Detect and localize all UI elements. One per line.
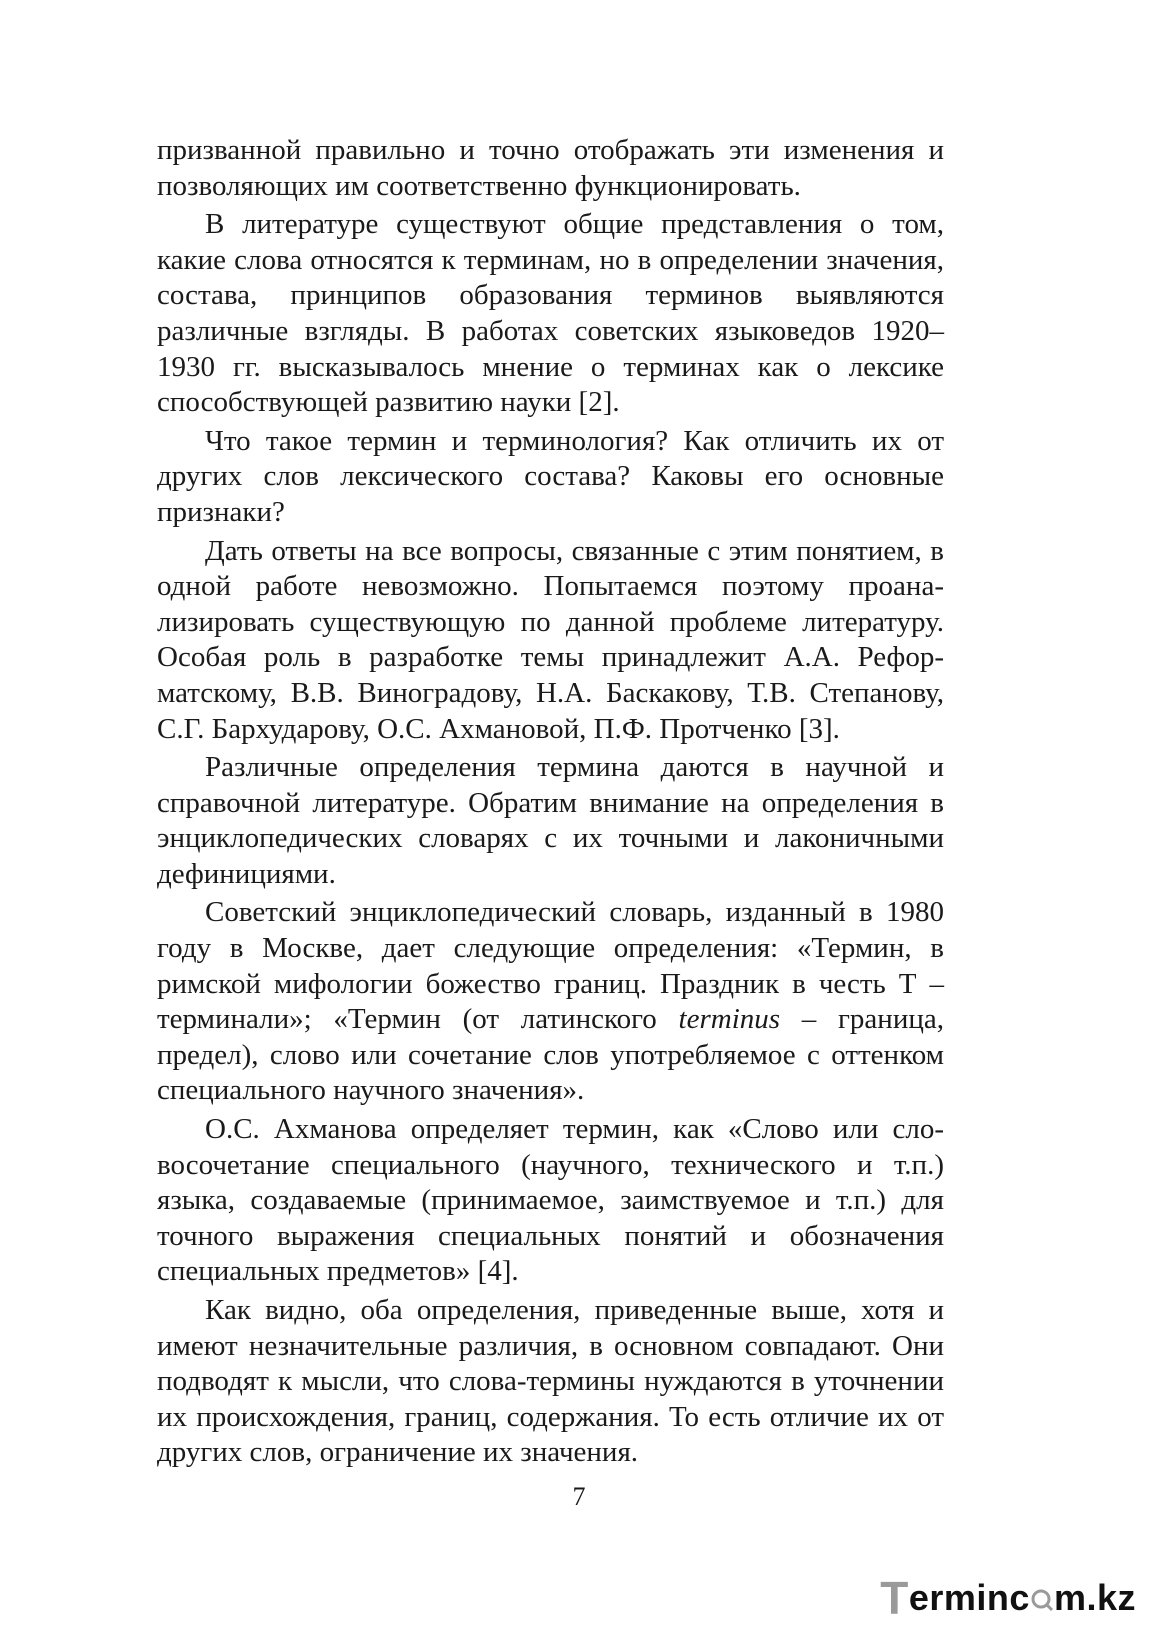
latin-term: terminus — [678, 1003, 781, 1036]
page-number: 7 — [572, 1482, 586, 1511]
paragraph: Как видно, оба определения, приведенные выше, хотя и имеют незначительные различия, в основном совпадают. Они подводят к мысли, что слова-термины нуждаются в уточнении их происхождения, границ, содержания. То есть отличие их от других слов, ограничение их значения. — [157, 1294, 944, 1469]
page-body — [157, 133, 944, 1474]
magnifier-icon — [1030, 1584, 1054, 1612]
logo-text: m.kz — [1053, 1577, 1136, 1618]
paragraph — [157, 895, 944, 1109]
logo-letter: T — [880, 1572, 909, 1624]
paragraph: Различные определения термина даются в научной и справочной литературе. Обратим внимание на определения в энциклопедических словарях с их точными и лаконичными дефинициями. — [157, 751, 944, 890]
paragraph: призванной правильно и точно отображать эти изменения и позволяющих им соответственно функционировать. — [157, 134, 944, 202]
paragraph-text: Советский энциклопедический словарь, изданный в 1980 году в Москве, дает следующие определения: «Термин, в римской мифологии божество границ. Праздник в честь Т – терминали»; «Термин (от латинского — [157, 896, 944, 1036]
paragraph: Что такое термин и терминология? Как отличить их от других слов лексического состава? Каковы его основные признаки? — [157, 424, 944, 528]
paragraph-text: – граница, предел), слово или сочетание слов употребляемое с оттенком специального научного значения». — [157, 1003, 944, 1107]
paragraph: О.С. Ахманова определяет термин, как «Слово или словосочетание специального (научного, технического и т.п.) языка, создаваемые (принимаемое, заимствуемое и т.п.) для точного выражения специальных понятий и обозначения специальных предметов» [4]. — [157, 1113, 944, 1288]
paragraph: В литературе существуют общие представления о том, какие слова относятся к терминам, но в определении значения, состава, принципов образования терминов выявляются различные взгляды. В работах советских языковедов 1920–1930 гг. высказывалось мнение о терминах как о лексике способствующей развитию науки [2]. — [157, 208, 944, 419]
paragraph: Дать ответы на все вопросы, связанные с этим понятием, в одной работе невозможно. Попытаемся поэтому проанализировать существующую по данной проблеме литературу. Особая роль в разработке темы принадлежит А.А. Реформатскому, В.В. Виноградову, Н.А. Баскакову, Т.В. Степанову, С.Г. Бархударову, О.С. Ахмановой, П.Ф. Протченко [3]. — [157, 534, 944, 745]
watermark-logo — [880, 1572, 1136, 1624]
logo-text: erminc — [908, 1577, 1030, 1618]
